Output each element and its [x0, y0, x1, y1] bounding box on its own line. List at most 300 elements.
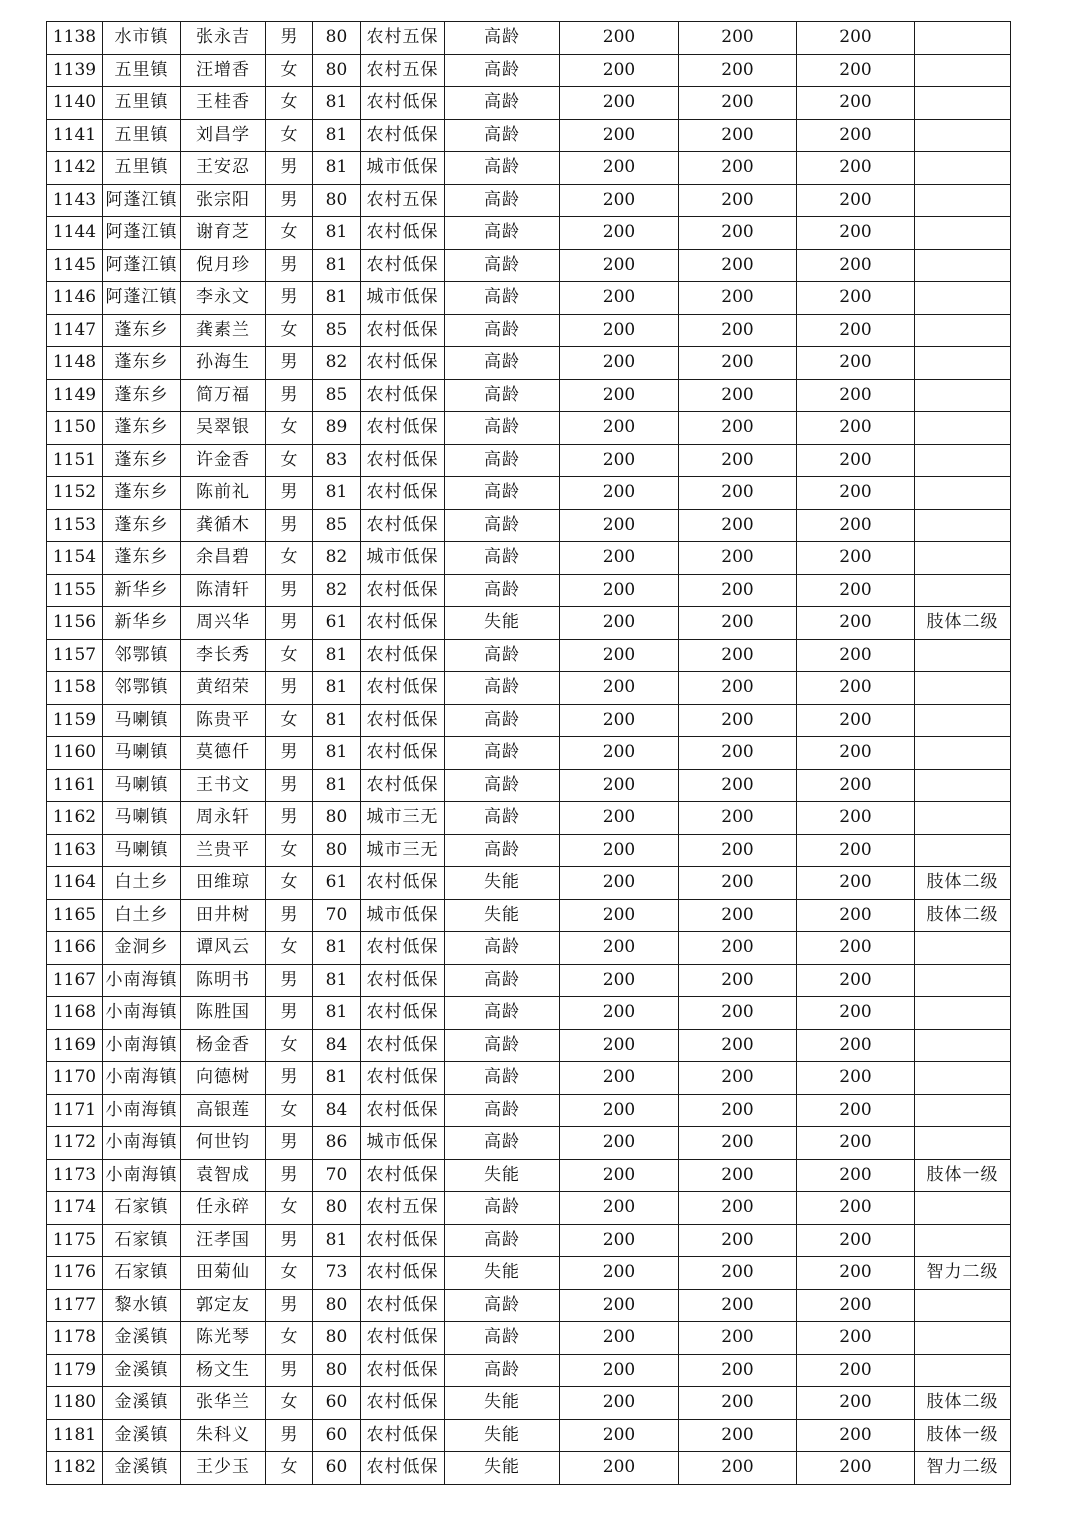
person-name-cell: 田井树 — [181, 899, 266, 932]
subsidy-type-cell: 失能 — [445, 1452, 560, 1485]
age-cell: 85 — [313, 509, 361, 542]
town-cell: 新华乡 — [103, 574, 181, 607]
table-row — [47, 1257, 1011, 1290]
subsidy-type-cell: 高龄 — [445, 639, 560, 672]
disability-level-cell — [915, 184, 1011, 217]
row-number-cell: 1176 — [47, 1257, 103, 1290]
amount-3-cell: 200 — [797, 802, 915, 835]
amount-3-cell: 200 — [797, 737, 915, 770]
person-name-cell: 李永文 — [181, 282, 266, 315]
town-cell: 小南海镇 — [103, 1094, 181, 1127]
table-row — [47, 997, 1011, 1030]
subsidy-type-cell: 失能 — [445, 1387, 560, 1420]
amount-3-cell: 200 — [797, 379, 915, 412]
age-cell: 83 — [313, 444, 361, 477]
assistance-category-cell: 农村低保 — [361, 932, 445, 965]
subsidy-type-cell: 高龄 — [445, 347, 560, 380]
row-number-cell: 1158 — [47, 672, 103, 705]
amount-3-cell: 200 — [797, 574, 915, 607]
age-cell: 81 — [313, 1224, 361, 1257]
age-cell: 86 — [313, 1127, 361, 1160]
gender-cell: 女 — [266, 119, 313, 152]
assistance-category-cell: 农村低保 — [361, 477, 445, 510]
disability-level-cell — [915, 87, 1011, 120]
person-name-cell: 李长秀 — [181, 639, 266, 672]
amount-1-cell: 200 — [560, 639, 679, 672]
subsidy-type-cell: 高龄 — [445, 1062, 560, 1095]
amount-1-cell: 200 — [560, 347, 679, 380]
person-name-cell: 向德树 — [181, 1062, 266, 1095]
gender-cell: 男 — [266, 184, 313, 217]
row-number-cell: 1160 — [47, 737, 103, 770]
gender-cell: 男 — [266, 509, 313, 542]
person-name-cell: 吴翠银 — [181, 412, 266, 445]
table-row — [47, 574, 1011, 607]
table-row — [47, 314, 1011, 347]
age-cell: 80 — [313, 1354, 361, 1387]
gender-cell: 女 — [266, 314, 313, 347]
age-cell: 80 — [313, 834, 361, 867]
row-number-cell: 1163 — [47, 834, 103, 867]
age-cell: 81 — [313, 997, 361, 1030]
age-cell: 89 — [313, 412, 361, 445]
amount-1-cell: 200 — [560, 1127, 679, 1160]
person-name-cell: 谭风云 — [181, 932, 266, 965]
amount-3-cell: 200 — [797, 444, 915, 477]
town-cell: 金溪镇 — [103, 1452, 181, 1485]
amount-2-cell: 200 — [679, 704, 797, 737]
amount-1-cell: 200 — [560, 477, 679, 510]
amount-3-cell: 200 — [797, 509, 915, 542]
assistance-category-cell: 城市三无 — [361, 834, 445, 867]
row-number-cell: 1179 — [47, 1354, 103, 1387]
table-row — [47, 477, 1011, 510]
row-number-cell: 1180 — [47, 1387, 103, 1420]
amount-3-cell: 200 — [797, 1029, 915, 1062]
amount-3-cell: 200 — [797, 867, 915, 900]
town-cell: 蓬东乡 — [103, 379, 181, 412]
table-row — [47, 119, 1011, 152]
amount-2-cell: 200 — [679, 1029, 797, 1062]
amount-1-cell: 200 — [560, 54, 679, 87]
row-number-cell: 1150 — [47, 412, 103, 445]
assistance-category-cell: 农村低保 — [361, 997, 445, 1030]
amount-1-cell: 200 — [560, 1257, 679, 1290]
person-name-cell: 杨金香 — [181, 1029, 266, 1062]
assistance-category-cell: 农村低保 — [361, 1094, 445, 1127]
subsidy-type-cell: 高龄 — [445, 672, 560, 705]
age-cell: 82 — [313, 347, 361, 380]
assistance-category-cell: 农村低保 — [361, 672, 445, 705]
amount-3-cell: 200 — [797, 1354, 915, 1387]
assistance-category-cell: 农村低保 — [361, 1419, 445, 1452]
table-row — [47, 1029, 1011, 1062]
town-cell: 金溪镇 — [103, 1322, 181, 1355]
amount-1-cell: 200 — [560, 249, 679, 282]
assistance-category-cell: 农村低保 — [361, 1159, 445, 1192]
amount-2-cell: 200 — [679, 1387, 797, 1420]
subsidy-type-cell: 高龄 — [445, 1289, 560, 1322]
town-cell: 水市镇 — [103, 22, 181, 55]
table-row — [47, 542, 1011, 575]
town-cell: 白土乡 — [103, 899, 181, 932]
table-row — [47, 639, 1011, 672]
table-row — [47, 347, 1011, 380]
amount-2-cell: 200 — [679, 314, 797, 347]
disability-level-cell: 肢体二级 — [915, 1387, 1011, 1420]
gender-cell: 女 — [266, 1322, 313, 1355]
amount-3-cell: 200 — [797, 1452, 915, 1485]
disability-level-cell — [915, 1192, 1011, 1225]
subsidy-type-cell: 失能 — [445, 867, 560, 900]
amount-3-cell: 200 — [797, 1387, 915, 1420]
town-cell: 白土乡 — [103, 867, 181, 900]
assistance-category-cell: 城市低保 — [361, 542, 445, 575]
amount-2-cell: 200 — [679, 737, 797, 770]
row-number-cell: 1164 — [47, 867, 103, 900]
gender-cell: 男 — [266, 769, 313, 802]
amount-2-cell: 200 — [679, 1257, 797, 1290]
disability-level-cell — [915, 119, 1011, 152]
table-row — [47, 249, 1011, 282]
disability-level-cell — [915, 834, 1011, 867]
town-cell: 金溪镇 — [103, 1387, 181, 1420]
town-cell: 阿蓬江镇 — [103, 184, 181, 217]
gender-cell: 男 — [266, 1062, 313, 1095]
assistance-category-cell: 农村低保 — [361, 119, 445, 152]
person-name-cell: 朱科义 — [181, 1419, 266, 1452]
disability-level-cell — [915, 704, 1011, 737]
disability-level-cell: 肢体二级 — [915, 867, 1011, 900]
table-row — [47, 1419, 1011, 1452]
row-number-cell: 1151 — [47, 444, 103, 477]
assistance-category-cell: 城市低保 — [361, 282, 445, 315]
amount-3-cell: 200 — [797, 1322, 915, 1355]
assistance-category-cell: 农村低保 — [361, 314, 445, 347]
person-name-cell: 张永吉 — [181, 22, 266, 55]
row-number-cell: 1168 — [47, 997, 103, 1030]
table-row — [47, 1289, 1011, 1322]
assistance-category-cell: 城市低保 — [361, 899, 445, 932]
age-cell: 60 — [313, 1452, 361, 1485]
age-cell: 80 — [313, 22, 361, 55]
table-row — [47, 802, 1011, 835]
table-row — [47, 1159, 1011, 1192]
town-cell: 石家镇 — [103, 1257, 181, 1290]
disability-level-cell — [915, 542, 1011, 575]
amount-1-cell: 200 — [560, 834, 679, 867]
town-cell: 马喇镇 — [103, 802, 181, 835]
age-cell: 85 — [313, 379, 361, 412]
assistance-category-cell: 农村低保 — [361, 1062, 445, 1095]
disability-level-cell — [915, 1224, 1011, 1257]
person-name-cell: 郭定友 — [181, 1289, 266, 1322]
amount-2-cell: 200 — [679, 964, 797, 997]
amount-3-cell: 200 — [797, 347, 915, 380]
amount-1-cell: 200 — [560, 184, 679, 217]
amount-3-cell: 200 — [797, 22, 915, 55]
town-cell: 小南海镇 — [103, 1159, 181, 1192]
amount-3-cell: 200 — [797, 607, 915, 640]
gender-cell: 女 — [266, 1452, 313, 1485]
town-cell: 蓬东乡 — [103, 477, 181, 510]
assistance-category-cell: 农村低保 — [361, 412, 445, 445]
amount-2-cell: 200 — [679, 932, 797, 965]
gender-cell: 女 — [266, 834, 313, 867]
amount-1-cell: 200 — [560, 672, 679, 705]
age-cell: 80 — [313, 54, 361, 87]
person-name-cell: 王书文 — [181, 769, 266, 802]
disability-level-cell — [915, 1094, 1011, 1127]
disability-level-cell — [915, 997, 1011, 1030]
town-cell: 新华乡 — [103, 607, 181, 640]
assistance-category-cell: 农村低保 — [361, 379, 445, 412]
amount-3-cell: 200 — [797, 184, 915, 217]
assistance-category-cell: 城市三无 — [361, 802, 445, 835]
age-cell: 81 — [313, 704, 361, 737]
gender-cell: 女 — [266, 1192, 313, 1225]
amount-2-cell: 200 — [679, 607, 797, 640]
town-cell: 邻鄂镇 — [103, 639, 181, 672]
gender-cell: 男 — [266, 997, 313, 1030]
disability-level-cell: 肢体二级 — [915, 607, 1011, 640]
person-name-cell: 张宗阳 — [181, 184, 266, 217]
assistance-category-cell: 农村低保 — [361, 574, 445, 607]
disability-level-cell — [915, 1029, 1011, 1062]
subsidy-type-cell: 高龄 — [445, 152, 560, 185]
amount-1-cell: 200 — [560, 574, 679, 607]
row-number-cell: 1153 — [47, 509, 103, 542]
amount-3-cell: 200 — [797, 964, 915, 997]
row-number-cell: 1155 — [47, 574, 103, 607]
subsidy-type-cell: 高龄 — [445, 737, 560, 770]
town-cell: 小南海镇 — [103, 1062, 181, 1095]
assistance-category-cell: 农村低保 — [361, 704, 445, 737]
disability-level-cell — [915, 379, 1011, 412]
person-name-cell: 田维琼 — [181, 867, 266, 900]
assistance-category-cell: 农村低保 — [361, 1257, 445, 1290]
town-cell: 金溪镇 — [103, 1419, 181, 1452]
row-number-cell: 1146 — [47, 282, 103, 315]
amount-2-cell: 200 — [679, 119, 797, 152]
person-name-cell: 袁智成 — [181, 1159, 266, 1192]
amount-2-cell: 200 — [679, 1322, 797, 1355]
gender-cell: 女 — [266, 444, 313, 477]
disability-level-cell — [915, 477, 1011, 510]
town-cell: 阿蓬江镇 — [103, 249, 181, 282]
person-name-cell: 刘昌学 — [181, 119, 266, 152]
amount-2-cell: 200 — [679, 1127, 797, 1160]
subsidy-type-cell: 高龄 — [445, 509, 560, 542]
gender-cell: 男 — [266, 282, 313, 315]
town-cell: 马喇镇 — [103, 737, 181, 770]
table-row — [47, 152, 1011, 185]
table-row — [47, 672, 1011, 705]
row-number-cell: 1148 — [47, 347, 103, 380]
person-name-cell: 杨文生 — [181, 1354, 266, 1387]
amount-2-cell: 200 — [679, 1354, 797, 1387]
age-cell: 81 — [313, 152, 361, 185]
gender-cell: 男 — [266, 249, 313, 282]
amount-1-cell: 200 — [560, 1452, 679, 1485]
gender-cell: 男 — [266, 347, 313, 380]
amount-1-cell: 200 — [560, 1387, 679, 1420]
age-cell: 81 — [313, 249, 361, 282]
town-cell: 蓬东乡 — [103, 314, 181, 347]
table-row — [47, 1192, 1011, 1225]
age-cell: 82 — [313, 574, 361, 607]
age-cell: 80 — [313, 184, 361, 217]
subsidy-type-cell: 高龄 — [445, 87, 560, 120]
disability-level-cell — [915, 672, 1011, 705]
assistance-category-cell: 农村低保 — [361, 1322, 445, 1355]
assistance-category-cell: 城市低保 — [361, 152, 445, 185]
amount-2-cell: 200 — [679, 509, 797, 542]
amount-1-cell: 200 — [560, 932, 679, 965]
subsidy-type-cell: 高龄 — [445, 184, 560, 217]
amount-1-cell: 200 — [560, 282, 679, 315]
age-cell: 70 — [313, 899, 361, 932]
amount-1-cell: 200 — [560, 22, 679, 55]
amount-3-cell: 200 — [797, 639, 915, 672]
row-number-cell: 1139 — [47, 54, 103, 87]
assistance-category-cell: 农村五保 — [361, 54, 445, 87]
age-cell: 80 — [313, 1289, 361, 1322]
town-cell: 阿蓬江镇 — [103, 217, 181, 250]
row-number-cell: 1144 — [47, 217, 103, 250]
amount-3-cell: 200 — [797, 217, 915, 250]
amount-1-cell: 200 — [560, 217, 679, 250]
gender-cell: 男 — [266, 477, 313, 510]
amount-1-cell: 200 — [560, 412, 679, 445]
amount-1-cell: 200 — [560, 87, 679, 120]
subsidy-type-cell: 失能 — [445, 607, 560, 640]
table-body — [47, 22, 1011, 1485]
amount-1-cell: 200 — [560, 1192, 679, 1225]
amount-2-cell: 200 — [679, 672, 797, 705]
subsidy-type-cell: 高龄 — [445, 1322, 560, 1355]
amount-3-cell: 200 — [797, 834, 915, 867]
subsidy-type-cell: 失能 — [445, 1419, 560, 1452]
disability-level-cell — [915, 217, 1011, 250]
amount-2-cell: 200 — [679, 834, 797, 867]
amount-1-cell: 200 — [560, 769, 679, 802]
row-number-cell: 1140 — [47, 87, 103, 120]
row-number-cell: 1175 — [47, 1224, 103, 1257]
table-row — [47, 1127, 1011, 1160]
disability-level-cell — [915, 1322, 1011, 1355]
age-cell: 81 — [313, 477, 361, 510]
amount-2-cell: 200 — [679, 639, 797, 672]
town-cell: 小南海镇 — [103, 964, 181, 997]
amount-2-cell: 200 — [679, 444, 797, 477]
amount-2-cell: 200 — [679, 542, 797, 575]
town-cell: 蓬东乡 — [103, 412, 181, 445]
amount-3-cell: 200 — [797, 1159, 915, 1192]
amount-2-cell: 200 — [679, 54, 797, 87]
assistance-category-cell: 农村低保 — [361, 249, 445, 282]
amount-2-cell: 200 — [679, 1062, 797, 1095]
subsidy-type-cell: 高龄 — [445, 314, 560, 347]
person-name-cell: 龚循木 — [181, 509, 266, 542]
gender-cell: 女 — [266, 704, 313, 737]
subsidy-type-cell: 高龄 — [445, 1127, 560, 1160]
disability-level-cell — [915, 249, 1011, 282]
subsidy-type-cell: 高龄 — [445, 1224, 560, 1257]
amount-2-cell: 200 — [679, 379, 797, 412]
disability-level-cell — [915, 1289, 1011, 1322]
amount-3-cell: 200 — [797, 1062, 915, 1095]
row-number-cell: 1138 — [47, 22, 103, 55]
gender-cell: 男 — [266, 899, 313, 932]
subsidy-type-cell: 高龄 — [445, 22, 560, 55]
town-cell: 马喇镇 — [103, 769, 181, 802]
assistance-category-cell: 农村低保 — [361, 737, 445, 770]
gender-cell: 男 — [266, 1127, 313, 1160]
amount-3-cell: 200 — [797, 1289, 915, 1322]
table-row — [47, 1354, 1011, 1387]
table-row — [47, 379, 1011, 412]
disability-level-cell — [915, 802, 1011, 835]
town-cell: 小南海镇 — [103, 1029, 181, 1062]
town-cell: 蓬东乡 — [103, 347, 181, 380]
gender-cell: 女 — [266, 867, 313, 900]
subsidy-type-cell: 高龄 — [445, 964, 560, 997]
disability-level-cell — [915, 574, 1011, 607]
assistance-category-cell: 农村低保 — [361, 1452, 445, 1485]
amount-1-cell: 200 — [560, 1322, 679, 1355]
amount-3-cell: 200 — [797, 282, 915, 315]
town-cell: 蓬东乡 — [103, 509, 181, 542]
amount-3-cell: 200 — [797, 932, 915, 965]
person-name-cell: 倪月珍 — [181, 249, 266, 282]
gender-cell: 女 — [266, 639, 313, 672]
amount-3-cell: 200 — [797, 412, 915, 445]
amount-3-cell: 200 — [797, 1224, 915, 1257]
person-name-cell: 王少玉 — [181, 1452, 266, 1485]
table-row — [47, 282, 1011, 315]
row-number-cell: 1149 — [47, 379, 103, 412]
amount-2-cell: 200 — [679, 1289, 797, 1322]
amount-2-cell: 200 — [679, 87, 797, 120]
amount-3-cell: 200 — [797, 704, 915, 737]
gender-cell: 男 — [266, 1224, 313, 1257]
row-number-cell: 1157 — [47, 639, 103, 672]
amount-2-cell: 200 — [679, 22, 797, 55]
town-cell: 邻鄂镇 — [103, 672, 181, 705]
assistance-category-cell: 农村低保 — [361, 964, 445, 997]
age-cell: 61 — [313, 607, 361, 640]
table-row — [47, 444, 1011, 477]
age-cell: 81 — [313, 119, 361, 152]
age-cell: 85 — [313, 314, 361, 347]
table-row — [47, 1224, 1011, 1257]
town-cell: 阿蓬江镇 — [103, 282, 181, 315]
assistance-category-cell: 农村低保 — [361, 509, 445, 542]
disability-level-cell — [915, 1354, 1011, 1387]
assistance-category-cell: 农村低保 — [361, 769, 445, 802]
amount-1-cell: 200 — [560, 607, 679, 640]
person-name-cell: 陈清轩 — [181, 574, 266, 607]
table-row — [47, 22, 1011, 55]
amount-1-cell: 200 — [560, 1062, 679, 1095]
row-number-cell: 1145 — [47, 249, 103, 282]
amount-2-cell: 200 — [679, 1224, 797, 1257]
assistance-category-cell: 农村低保 — [361, 87, 445, 120]
gender-cell: 女 — [266, 932, 313, 965]
disability-level-cell: 智力二级 — [915, 1257, 1011, 1290]
gender-cell: 男 — [266, 1289, 313, 1322]
